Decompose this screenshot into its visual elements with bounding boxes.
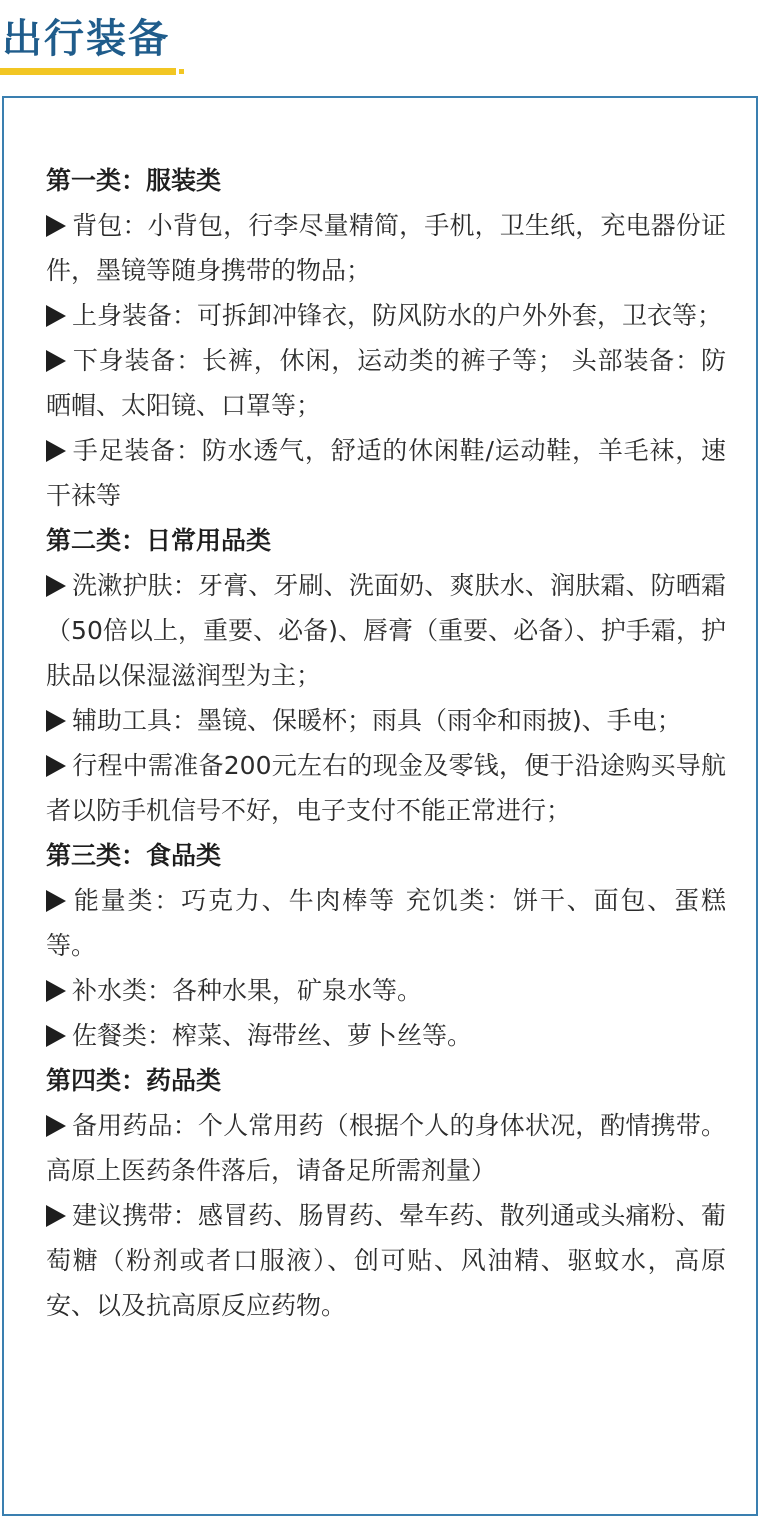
- list-item-text: 洗漱护肤：牙膏、牙刷、洗面奶、爽肤水、润肤霜、防晒霜（50倍以上，重要、必备)、唇膏（重要、必备）、护手霜，护肤品以保湿滋润型为主；: [46, 571, 726, 690]
- content-body: [46, 158, 726, 1328]
- triangle-bullet-icon: [46, 440, 66, 462]
- list-item: [46, 563, 726, 698]
- list-item-text: 备用药品：个人常用药（根据个人的身体状况，酌情携带。高原上医药条件落后，请备足所需剂量）: [46, 1111, 726, 1185]
- page-header: [0, 0, 760, 96]
- list-item: [46, 1013, 726, 1058]
- triangle-bullet-icon: [46, 305, 66, 327]
- list-item: [46, 1103, 726, 1193]
- list-item: [46, 293, 726, 338]
- title-underline-dot: [179, 69, 184, 74]
- triangle-bullet-icon: [46, 710, 66, 732]
- list-item: [46, 878, 726, 968]
- triangle-bullet-icon: [46, 980, 66, 1002]
- list-item-text: 手足装备：防水透气，舒适的休闲鞋/运动鞋，羊毛袜，速干袜等: [46, 436, 726, 510]
- title-underline: [0, 68, 176, 75]
- content-box: [2, 96, 758, 1516]
- list-item: [46, 743, 726, 833]
- list-item-text: 建议携带：感冒药、肠胃药、晕车药、散列通或头痛粉、葡萄糖（粉剂或者口服液）、创可贴、风油精、驱蚊水，高原安、以及抗高原反应药物。: [46, 1201, 726, 1320]
- list-item-text: 补水类：各种水果，矿泉水等。: [72, 976, 423, 1005]
- list-item-text: 上身装备：可拆卸冲锋衣，防风防水的户外外套，卫衣等；: [72, 301, 723, 330]
- triangle-bullet-icon: [46, 1115, 66, 1137]
- list-item: [46, 203, 726, 293]
- list-item: [46, 338, 726, 428]
- list-item-text: 辅助工具：墨镜、保暖杯；雨具（雨伞和雨披)、手电；: [72, 706, 682, 735]
- list-item-text: 背包：小背包，行李尽量精简，手机，卫生纸，充电器份证件，墨镜等随身携带的物品；: [46, 211, 726, 285]
- triangle-bullet-icon: [46, 755, 66, 777]
- list-item-text: 佐餐类：榨菜、海带丝、萝卜丝等。: [72, 1021, 473, 1050]
- list-item: [46, 428, 726, 518]
- list-item-text: 行程中需准备200元左右的现金及零钱，便于沿途购买导航者以防手机信号不好，电子支付不能正常进行；: [46, 751, 726, 825]
- triangle-bullet-icon: [46, 1025, 66, 1047]
- section-heading: 第一类：服装类: [46, 166, 222, 195]
- triangle-bullet-icon: [46, 575, 66, 597]
- triangle-bullet-icon: [46, 1205, 66, 1227]
- list-item-text: 能量类：巧克力、牛肉棒等 充饥类：饼干、面包、蛋糕等。: [46, 886, 726, 960]
- list-item: [46, 698, 726, 743]
- list-item: [46, 1193, 726, 1328]
- page-title: 出行装备: [2, 16, 170, 62]
- triangle-bullet-icon: [46, 215, 66, 237]
- section-heading: 第二类：日常用品类: [46, 526, 272, 555]
- list-item-text: 下身装备：长裤，休闲，运动类的裤子等； 头部装备：防晒帽、太阳镜、口罩等；: [46, 346, 726, 420]
- triangle-bullet-icon: [46, 350, 66, 372]
- section-heading: 第三类：食品类: [46, 841, 222, 870]
- triangle-bullet-icon: [46, 890, 66, 912]
- list-item: [46, 968, 726, 1013]
- section-heading: 第四类：药品类: [46, 1066, 222, 1095]
